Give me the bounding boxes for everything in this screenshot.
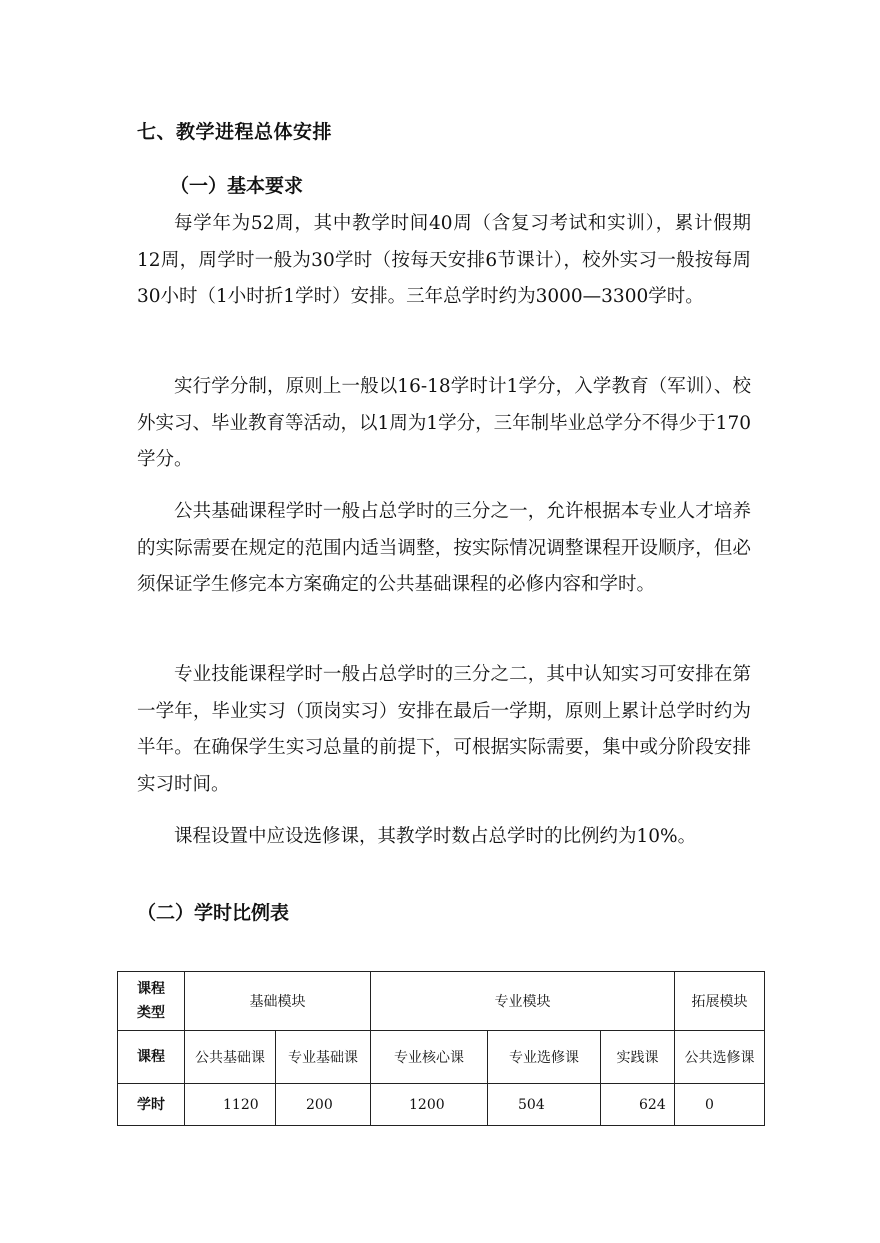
table-row-hours <box>118 1084 765 1126</box>
subsection-title-hours-ratio: （二）学时比例表 <box>137 902 290 924</box>
paragraph-1: 每学年为52周，其中教学时间40周（含复习考试和实训），累计假期12周，周学时一般为30学时（按每天安排6节课计），校外实习一般按每周30小时（1小时折1学时）安排。三年总学时约为3000—3300学时。 <box>137 213 751 307</box>
hours-cell: 624 <box>601 1084 675 1126</box>
course-type-header-line2: 类型 <box>137 1005 165 1021</box>
course-cell: 公共基础课 <box>185 1031 276 1084</box>
paragraph-2: 实行学分制，原则上一般以16-18学时计1学分，入学教育（军训）、校外实习、毕业教育等活动，以1周为1学分，三年制毕业总学分不得少于170学分。 <box>137 376 751 470</box>
course-cell: 公共选修课 <box>675 1031 765 1084</box>
table-row-module <box>118 972 765 1031</box>
paragraph-4: 专业技能课程学时一般占总学时的三分之二，其中认知实习可安排在第一学年，毕业实习（顶岗实习）安排在最后一学期，原则上累计总学时约为半年。在确保学生实习总量的前提下，可根据实际需要，集中或分阶段安排实习时间。 <box>137 664 751 795</box>
course-cell: 专业选修课 <box>488 1031 601 1084</box>
paragraph-5: 课程设置中应设选修课，其教学时数占总学时的比例约为10%。 <box>174 826 697 847</box>
basic-module-cell: 基础模块 <box>185 972 371 1031</box>
course-cell: 实践课 <box>601 1031 675 1084</box>
extension-module-cell: 拓展模块 <box>675 972 765 1031</box>
hours-cell: 200 <box>276 1084 371 1126</box>
table-row-course <box>118 1031 765 1084</box>
hours-header-cell: 学时 <box>118 1084 185 1126</box>
hours-cell: 1120 <box>185 1084 276 1126</box>
paragraph-3: 公共基础课程学时一般占总学时的三分之一，允许根据本专业人才培养的实际需要在规定的范围内适当调整，按实际情况调整课程开设顺序，但必须保证学生修完本方案确定的公共基础课程的必修内容和学时。 <box>137 501 751 595</box>
hours-cell: 1200 <box>371 1084 488 1126</box>
professional-module-cell: 专业模块 <box>371 972 675 1031</box>
course-cell: 专业核心课 <box>371 1031 488 1084</box>
hours-ratio-table <box>117 971 765 1126</box>
subsection-title-basic-requirements: （一）基本要求 <box>170 175 304 197</box>
section-title: 七、教学进程总体安排 <box>137 121 333 143</box>
course-type-header-line1: 课程 <box>137 981 165 997</box>
hours-cell: 0 <box>675 1084 765 1126</box>
course-type-header-cell <box>118 972 185 1031</box>
course-cell: 专业基础课 <box>276 1031 371 1084</box>
hours-cell: 504 <box>488 1084 601 1126</box>
course-header-cell: 课程 <box>118 1031 185 1084</box>
